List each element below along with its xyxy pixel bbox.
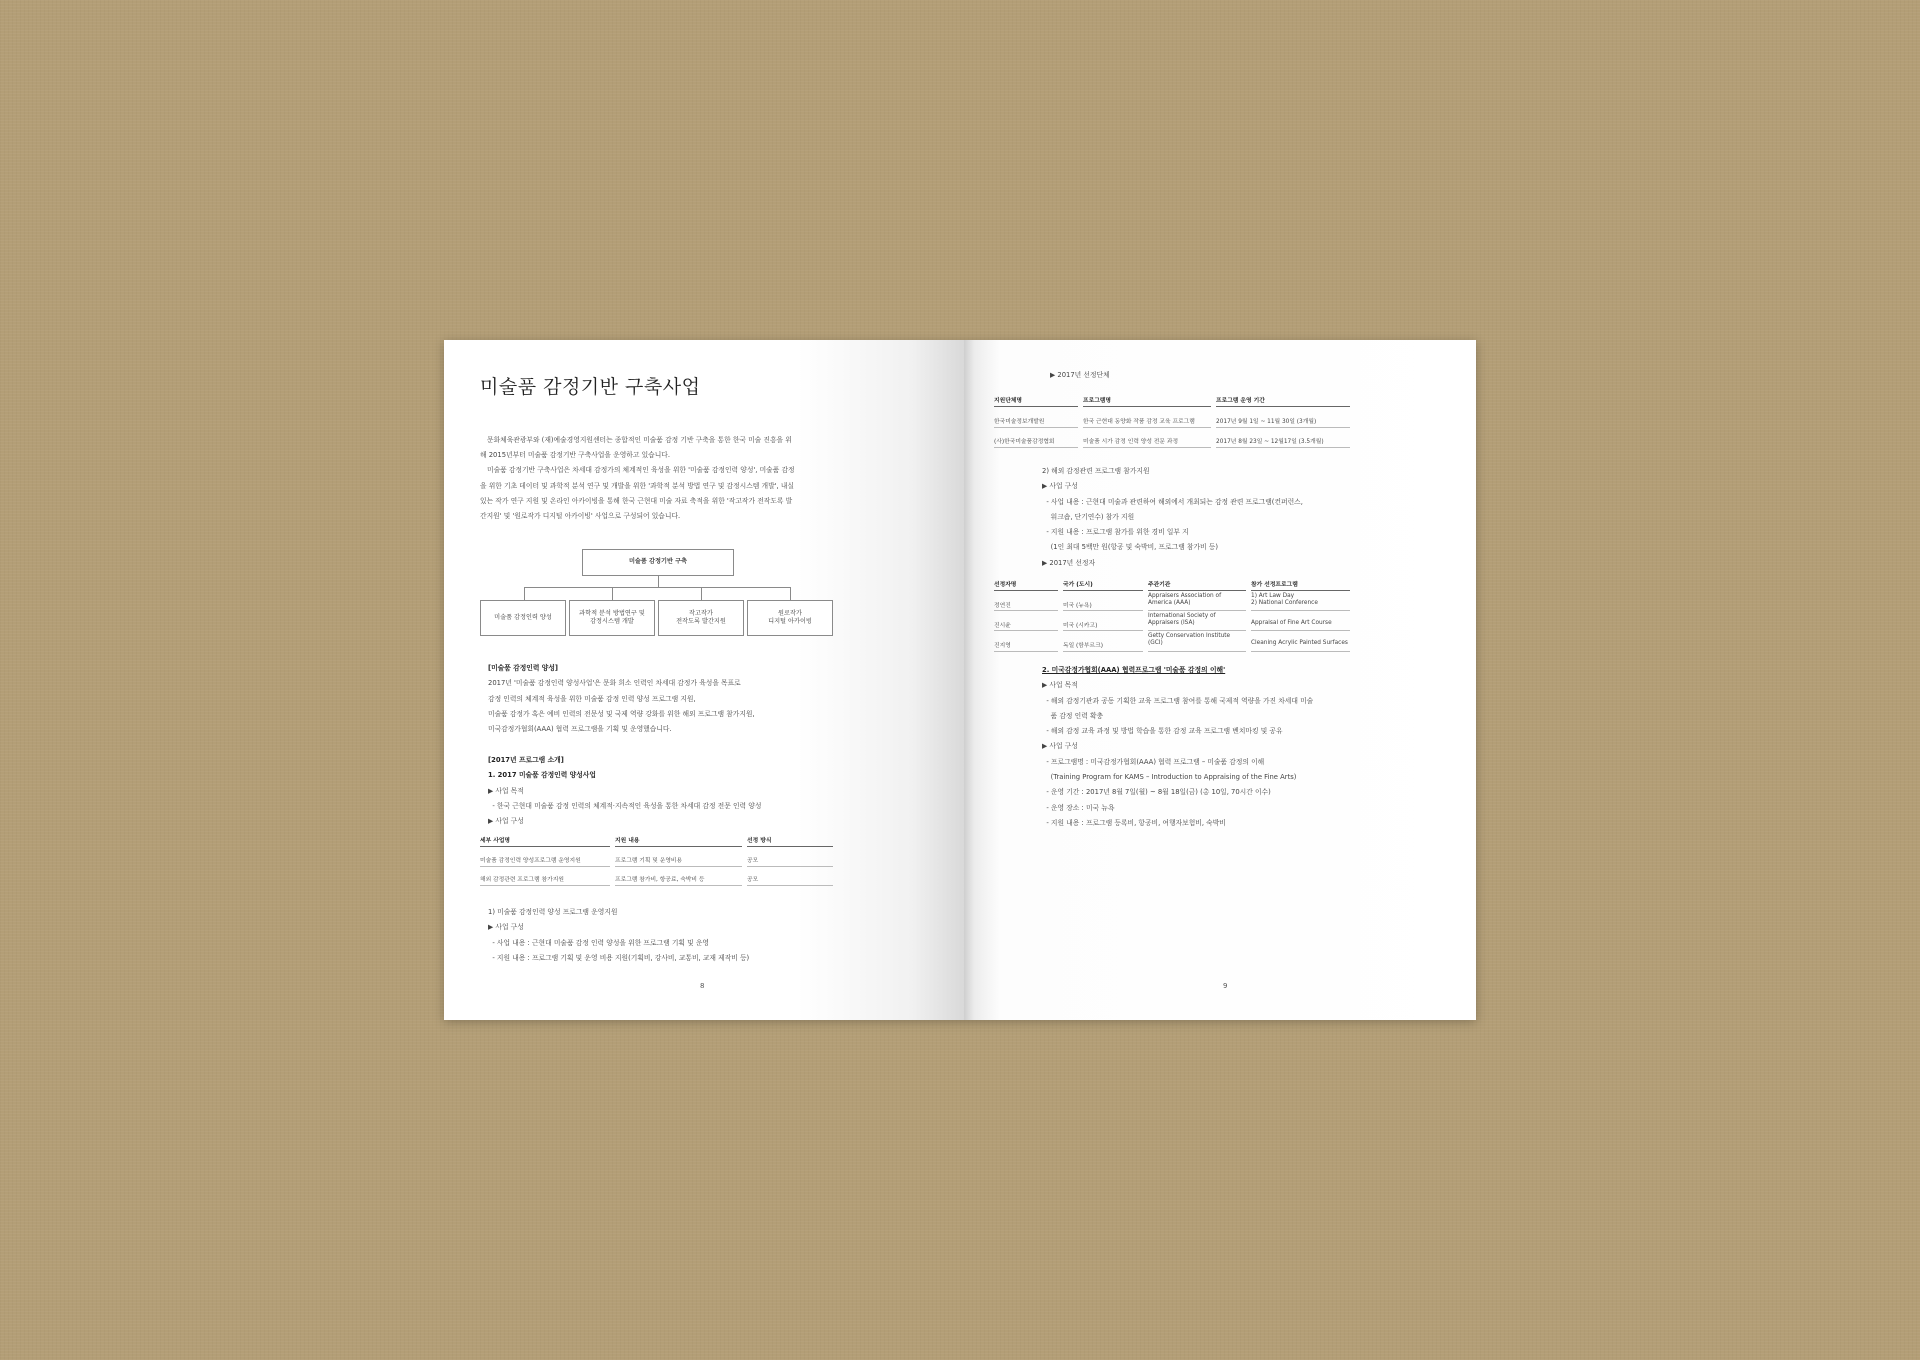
org-chart-connector — [524, 587, 525, 600]
org-chart-node: 미술품 감정인력 양성 — [480, 600, 566, 636]
org-chart-node: 작고작가 전작도록 발간지원 — [658, 600, 744, 636]
section-heading: [미술품 감정인력 양성] — [488, 664, 559, 672]
table-cell: Getty Conservation Institute (GCI) — [1148, 633, 1231, 647]
table-header: 국가 (도시) — [1063, 582, 1093, 588]
table-header: 프로그램명 — [1083, 398, 1111, 404]
intro-paragraph-1: 문화체육관광부와 (재)예술경영지원센터는 종합적인 미술품 감정 기반 구축을 통한 한국 미술 진흥을 위해 2015년부터 미술품 감정기반 구축사업을 운영하고 있습니다. — [480, 436, 792, 460]
table-cell: 독일 (함부르크) — [1063, 643, 1103, 649]
org-chart-node: 원로작가 디지털 아카이빙 — [747, 600, 833, 636]
table-cell: Cleaning Acrylic Painted Surfaces — [1251, 640, 1348, 646]
table-selected-orgs — [994, 395, 1350, 455]
table-cell: 공모 — [747, 858, 759, 864]
org-chart-node: 과학적 분석 방법연구 및 감정시스템 개발 — [569, 600, 655, 636]
table-cell: 2017년 9월 1일 ~ 11월 30일 (3개월) — [1216, 419, 1317, 425]
table-cell: Appraisal of Fine Art Course — [1251, 620, 1332, 626]
table-cell: 프로그램 기획 및 운영비용 — [615, 858, 683, 864]
table-cell: 한국미술정보개발원 — [994, 419, 1045, 425]
table-cell: (사)한국미술품감정협회 — [994, 439, 1055, 445]
org-chart-connector — [612, 587, 613, 600]
table-cell: 정연진 — [994, 603, 1011, 609]
section-subheading: 1. 2017 미술품 감정인력 양성사업 — [488, 771, 596, 780]
table-cell: 1) Art Law Day 2) National Conference — [1251, 593, 1318, 607]
table-header: 참가 선정프로그램 — [1251, 582, 1298, 588]
table-cell: 2017년 8월 23일 ~ 12월17일 (3.5개월) — [1216, 439, 1324, 445]
section-training-support: 1) 미술품 감정인력 양성 프로그램 운영지원 ▶ 사업 구성 - 사업 내용 : 근현대 미술품 감정 인력 양성을 위한 프로그램 기획 및 운영 - 지원 내용 : 프로그램 기획 및 운영 비용 지원(기획비, 강사비, 교통비, 교재 제작비 등) — [488, 908, 750, 962]
table-cell: 해외 감정관련 프로그램 참가지원 — [480, 877, 564, 883]
table-sub-projects — [480, 835, 833, 890]
table-cell: 공모 — [747, 877, 759, 883]
section-aaa-program: 2. 미국감정가협회(AAA) 협력프로그램 '미술품 감정의 이해' ▶ 사업 목적 - 해외 감정기관과 공동 기획한 교육 프로그램 참여를 통해 국제적 역량을 가진 차세대 미술 품 감정 인력 확충 - 해외 감정 교육 과정 및 방법 학습을 통한 감정 교육 프로그램 벤치마킹 및 공유 ▶ 사업 구성 - 프로그램명 : 미국감정가협회(AAA) 협력 프로그램 – 미술품 감정의 이해 (Training Program for KAMS – Introduction to Appraising of the Fine Arts) - 운영 기간 : 2017년 8월 7일(월) ~ 8월 18일(금) (총 10일, 70시간 이수) - 운영 장소 : 미국 뉴욕 - 지원 내용 : 프로그램 등록비, 항공비, 여행자보험비, 숙박비 — [1042, 663, 1313, 831]
table-cell: 미국 (시카고) — [1063, 623, 1098, 629]
table-cell: International Society of Appraisers (ISA) — [1148, 613, 1216, 627]
table-cell: 미술품 시가 감정 인력 양성 전문 과정 — [1083, 439, 1179, 445]
table-header: 세부 사업명 — [480, 838, 511, 844]
table-selected-individuals — [994, 579, 1350, 659]
open-booklet — [444, 340, 1476, 1020]
table-header: 지원 내용 — [615, 838, 640, 844]
org-chart-connector — [790, 587, 791, 600]
org-chart-connector — [658, 576, 659, 587]
table-header: 선정 방식 — [747, 838, 772, 844]
page-number: 9 — [1223, 982, 1228, 990]
left-page — [444, 340, 964, 1020]
table-cell: Appraisers Association of America (AAA) — [1148, 593, 1222, 607]
selected-orgs-label: ▶ 2017년 선정단체 — [1050, 371, 1110, 379]
section-heading: [2017년 프로그램 소개] — [488, 756, 564, 764]
table-cell: 진지영 — [994, 643, 1011, 649]
table-cell: 미국 (뉴욕) — [1063, 603, 1092, 609]
table-cell: 프로그램 참가비, 항공료, 숙박비 등 — [615, 877, 705, 883]
table-cell: 한국 근현대 동양화 작품 감정 교육 프로그램 — [1083, 419, 1195, 425]
intro-text — [480, 433, 798, 524]
table-cell: 미술품 감정인력 양성프로그램 운영지원 — [480, 858, 581, 864]
page-title: 미술품 감정기반 구축사업 — [480, 376, 701, 398]
table-header: 선정자명 — [994, 582, 1017, 588]
table-header: 프로그램 운영 기간 — [1216, 398, 1265, 404]
section-overseas-support: 2) 해외 감정관련 프로그램 참가지원 ▶ 사업 구성 - 사업 내용 : 근현대 미술과 관련하여 해외에서 개최되는 감정 관련 프로그램(컨퍼런스, 워크숍, 단기연수) 참가 지원 - 지원 내용 : 프로그램 참가를 위한 경비 일부 지 (1인 최대 5백만 원(항공 및 숙박비, 프로그램 참가비 등) ▶ 2017년 선정자 — [1042, 467, 1303, 567]
intro-paragraph-2: 미술품 감정기반 구축사업은 차세대 감정가의 체계적인 육성을 위한 '미술품 감정인력 양성', 미술품 감정을 위한 기초 데이터 및 과학적 분석 연구 및 개발을 위한 '과학적 분석 방법 연구 및 감정시스템 개발', 내실 있는 작가 연구 지원 및 온라인 아카이빙을 통해 한국 근현대 미술 자료 축적을 위한 '작고작가 전작도록 발간지원' 및 '원로작가 디지털 아카이빙' 사업으로 구성되어 있습니다. — [480, 466, 795, 521]
page-number: 8 — [700, 982, 705, 990]
table-cell: 진시윤 — [994, 623, 1011, 629]
section-program-intro: [2017년 프로그램 소개] 1. 2017 미술품 감정인력 양성사업 ▶ 사업 목적 - 한국 근현대 미술품 감정 인력의 체계적·지속적인 육성을 통한 차세대 감정 전문 인력 양성 ▶ 사업 구성 — [488, 753, 761, 829]
table-header: 주관기관 — [1148, 582, 1171, 588]
org-chart-root: 미술품 감정기반 구축 — [582, 549, 734, 576]
org-chart-connector — [701, 587, 702, 600]
section-heading: 2. 미국감정가협회(AAA) 협력프로그램 '미술품 감정의 이해' — [1042, 666, 1226, 674]
section-training: [미술품 감정인력 양성] 2017년 '미술품 감정인력 양성사업'은 문화 희소 인력인 차세대 감정가 육성을 목표로 감정 인력의 체계적 육성을 위한 미술품 감정 인력 양성 프로그램 지원, 미술품 감정가 혹은 예비 인력의 전문성 및 국제 역량 강화를 위한 해외 프로그램 참가지원, 미국감정가협회(AAA) 협력 프로그램을 기획 및 운영했습니다. — [488, 661, 755, 737]
table-header: 지원단체명 — [994, 398, 1022, 404]
org-chart-connector — [524, 587, 790, 588]
right-page — [964, 340, 1476, 1020]
